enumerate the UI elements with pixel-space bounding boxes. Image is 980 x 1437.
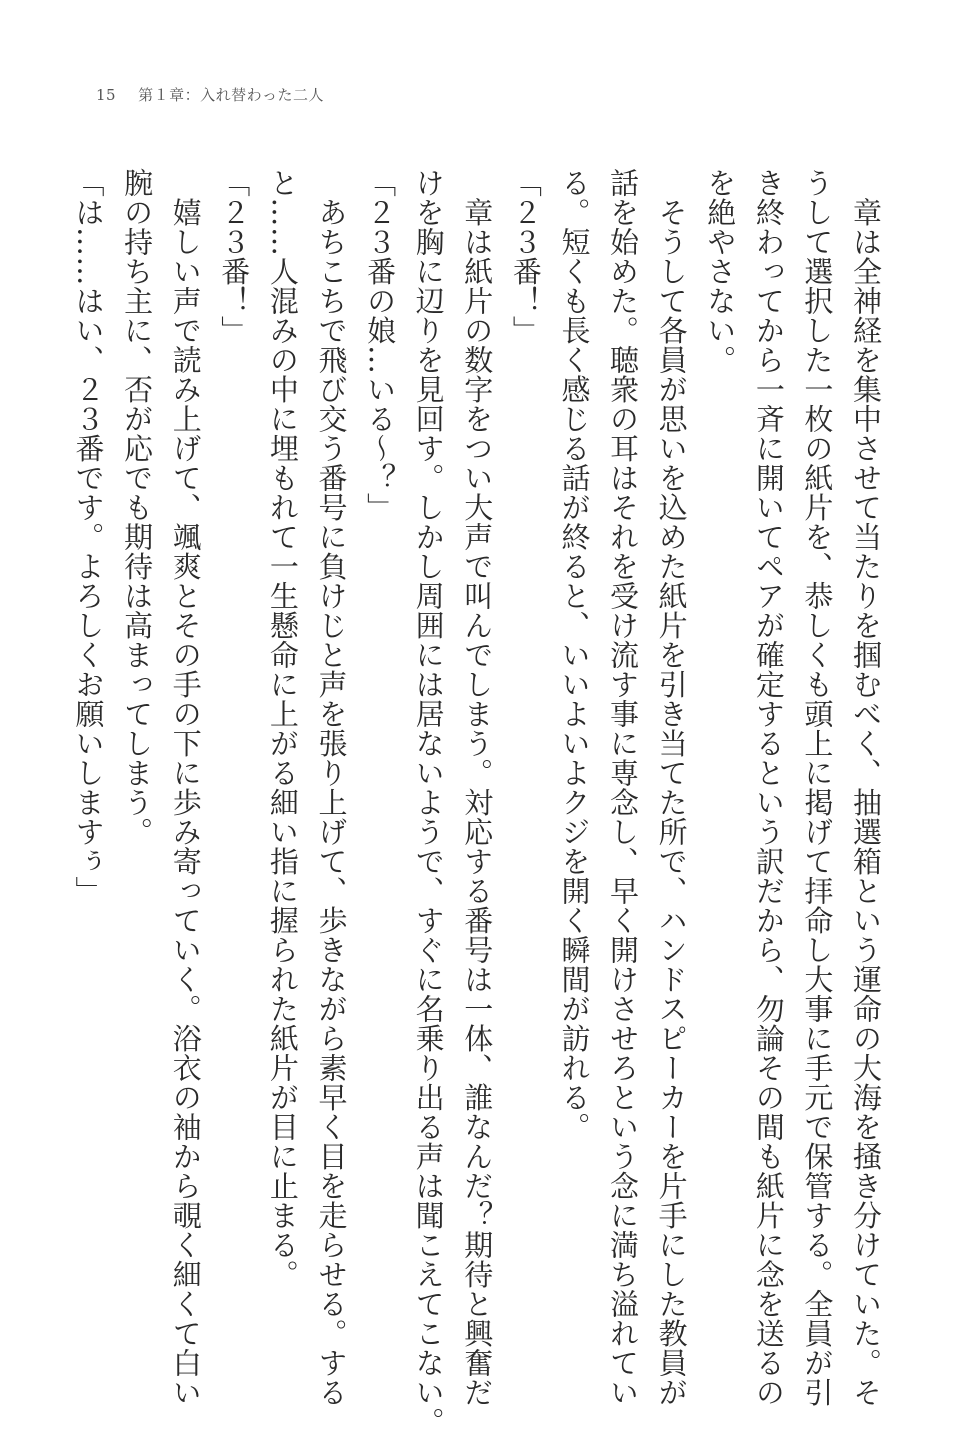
running-header [96, 84, 324, 105]
text-line: けを胸に辺りを見回す。しかし周囲には居ないようで、すぐに名乗り出る声は聞こえてこない。 [411, 168, 446, 1437]
vertical-body-text [71, 168, 890, 1437]
text-line: 嬉しい声で読み上げて、颯爽とその手の下に歩み寄っていく。浴衣の袖から覗く細くて白い [168, 168, 203, 1407]
text-line: 「は……はい、２３番です。よろしくお願いしますぅ」 [71, 168, 106, 906]
text-line: と……人混みの中に埋もれて一生懸命に上がる細い指に握られた紙片が目に止まる。 [265, 168, 300, 1289]
text-line: うして選択した一枚の紙片を、恭しくも頭上に掲げて拝命し大事に手元で保管する。全員が引 [800, 168, 835, 1407]
text-line: 腕の持ち主に、否が応でも期待は高まってしまう。 [120, 168, 155, 847]
chapter-title: 第１章：入れ替わった二人 [138, 86, 324, 104]
page-number: 15 [96, 86, 117, 104]
text-line: あちこちで飛び交う番号に負けじと声を張り上げて、歩きながら素早く目を走らせる。する [314, 168, 349, 1407]
text-line: 「２３番！」 [508, 168, 543, 345]
text-line: を絶やさない。 [703, 168, 738, 375]
text-line: 章は紙片の数字をつい大声で叫んでしまう。対応する番号は一体、誰なんだ？期待と興奮だ [460, 168, 495, 1407]
text-line: 「２３番の娘…いる〜？」 [363, 168, 398, 522]
text-line: る。短くも長く感じる話が終ると、いいよいよクジを開く瞬間が訪れる。 [557, 168, 592, 1142]
text-line: そうして各員が思いを込めた紙片を引き当てた所で、ハンドスピーカーを片手にした教員が [654, 168, 689, 1407]
text-line: 話を始めた。聴衆の耳はそれを受け流す事に専念し、早く開けさせろという念に満ち溢れてい [606, 168, 641, 1407]
text-line: 「２３番！」 [217, 168, 252, 345]
text-line: 章は全神経を集中させて当たりを掴むべく、抽選箱という運命の大海を掻き分けていた。そ [849, 168, 883, 1407]
text-line: き終わってから一斉に開いてペアが確定するという訳だから、勿論その間も紙片に念を送るの [751, 168, 786, 1407]
